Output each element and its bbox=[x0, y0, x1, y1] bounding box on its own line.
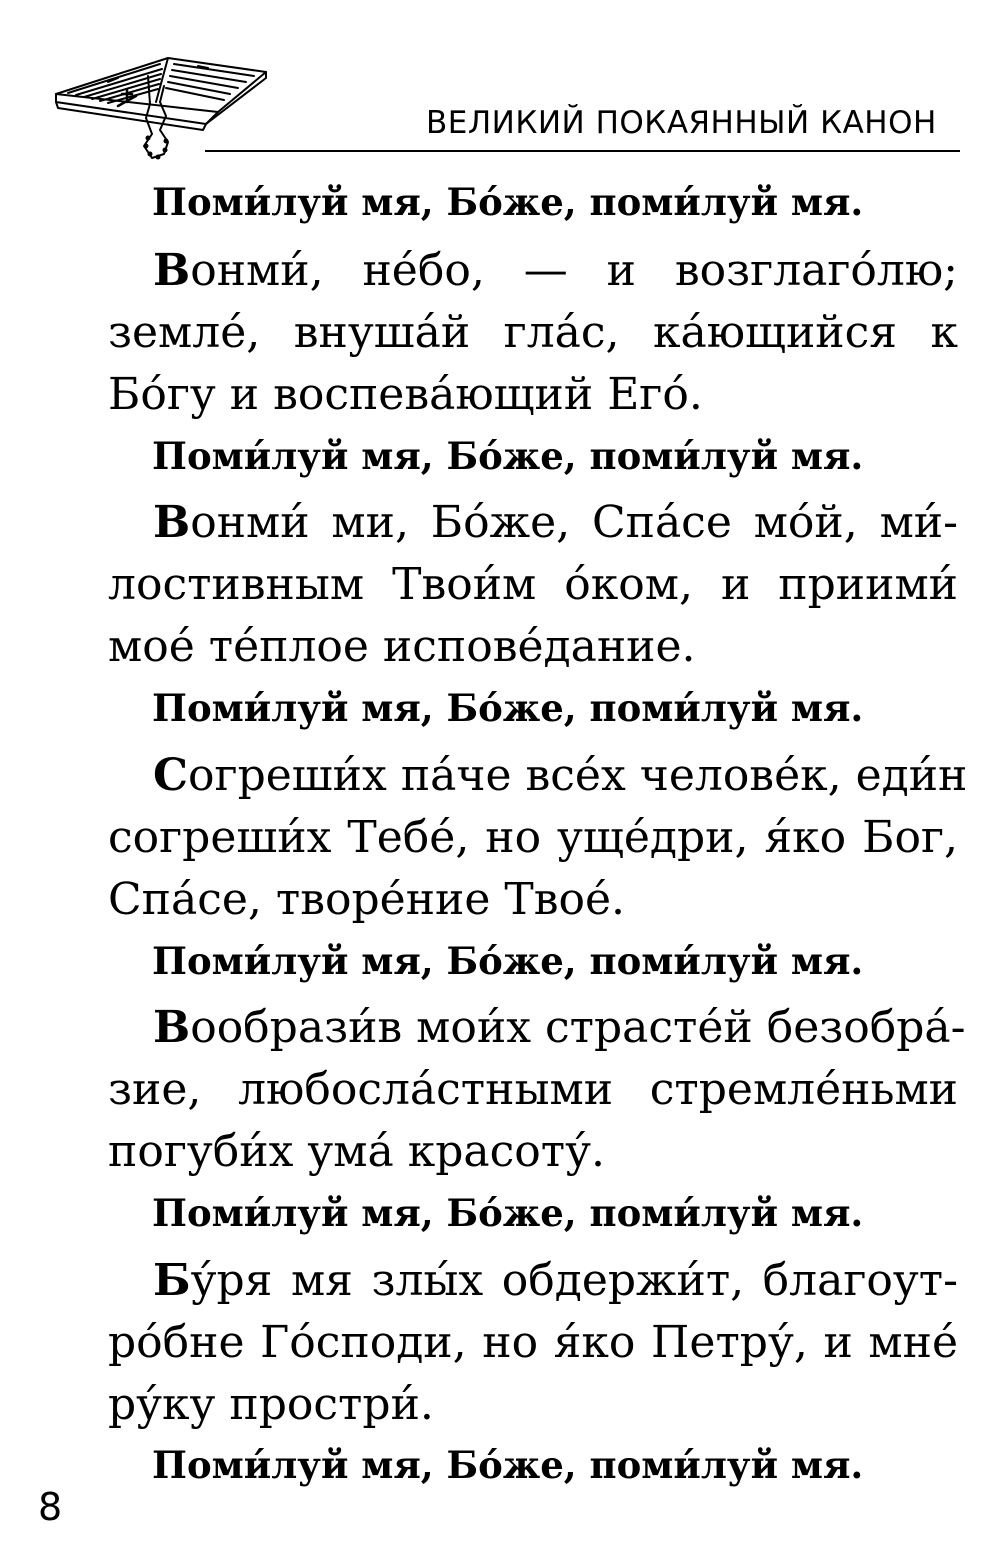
refrain: Поми́луй мя, Бо́же, поми́луй мя. bbox=[152, 180, 864, 224]
verse-line: земле́, внуша́й гла́с, ка́ющийся к bbox=[108, 307, 958, 358]
verse-line: Спа́се, творе́ние Твое́. bbox=[108, 874, 625, 925]
refrain: Поми́луй мя, Бо́же, поми́луй мя. bbox=[152, 434, 864, 478]
verse-line: ру́ку простри́. bbox=[108, 1379, 434, 1430]
verse bbox=[108, 492, 958, 678]
page-number: 8 bbox=[38, 1485, 63, 1529]
header-rule bbox=[205, 150, 960, 152]
refrain: Поми́луй мя, Бо́же, поми́луй мя. bbox=[152, 1443, 864, 1487]
open-book-with-rosary-icon bbox=[48, 46, 273, 176]
verse-initial: В bbox=[153, 245, 191, 296]
verse-line: лостивным Твои́м о́ком, и приими́ bbox=[108, 559, 958, 610]
verse bbox=[108, 997, 966, 1183]
refrain: Поми́луй мя, Бо́же, поми́луй мя. bbox=[152, 1191, 864, 1235]
verse-initial: В bbox=[153, 497, 191, 548]
verse-initial: С bbox=[153, 750, 189, 801]
verse-line: Бо́гу и воспева́ющий Его́. bbox=[108, 369, 703, 420]
refrain: Поми́луй мя, Бо́же, поми́луй мя. bbox=[152, 939, 864, 983]
verse-line: согреши́х Тебе́, но уще́дри, я́ко Бог, bbox=[108, 812, 958, 863]
verse-line: зие, любосла́стными стремле́ньми bbox=[108, 1064, 958, 1115]
verse-line: ро́бне Го́споди, но я́ко Петру́, и мне́ bbox=[108, 1317, 958, 1368]
verse-line: Согреши́х па́че все́х челове́к, еди́н bbox=[153, 750, 968, 801]
verse bbox=[108, 1250, 958, 1436]
verse-line: Вообрази́в мои́х страсте́й безобра́- bbox=[153, 1002, 966, 1053]
verse-line: Бу́ря мя злы́х обдержи́т, благоут- bbox=[153, 1255, 958, 1306]
verse-line: погуби́х ума́ красоту́. bbox=[108, 1126, 605, 1177]
refrain: Поми́луй мя, Бо́же, поми́луй мя. bbox=[152, 686, 864, 730]
verse bbox=[108, 240, 958, 426]
verse-line: Вонми́, не́бо, — и возглаго́лю; bbox=[153, 245, 958, 296]
verse-line: Вонми́ ми, Бо́же, Спа́се мо́й, ми́- bbox=[153, 497, 958, 548]
running-title: ВЕЛИКИЙ ПОКАЯННЫЙ КАНОН bbox=[426, 105, 937, 141]
verse-initial: Б bbox=[153, 1255, 191, 1306]
verse-line: мое́ те́плое испове́дание. bbox=[108, 621, 696, 672]
verse-initial: В bbox=[153, 1002, 191, 1053]
verse bbox=[108, 745, 968, 931]
